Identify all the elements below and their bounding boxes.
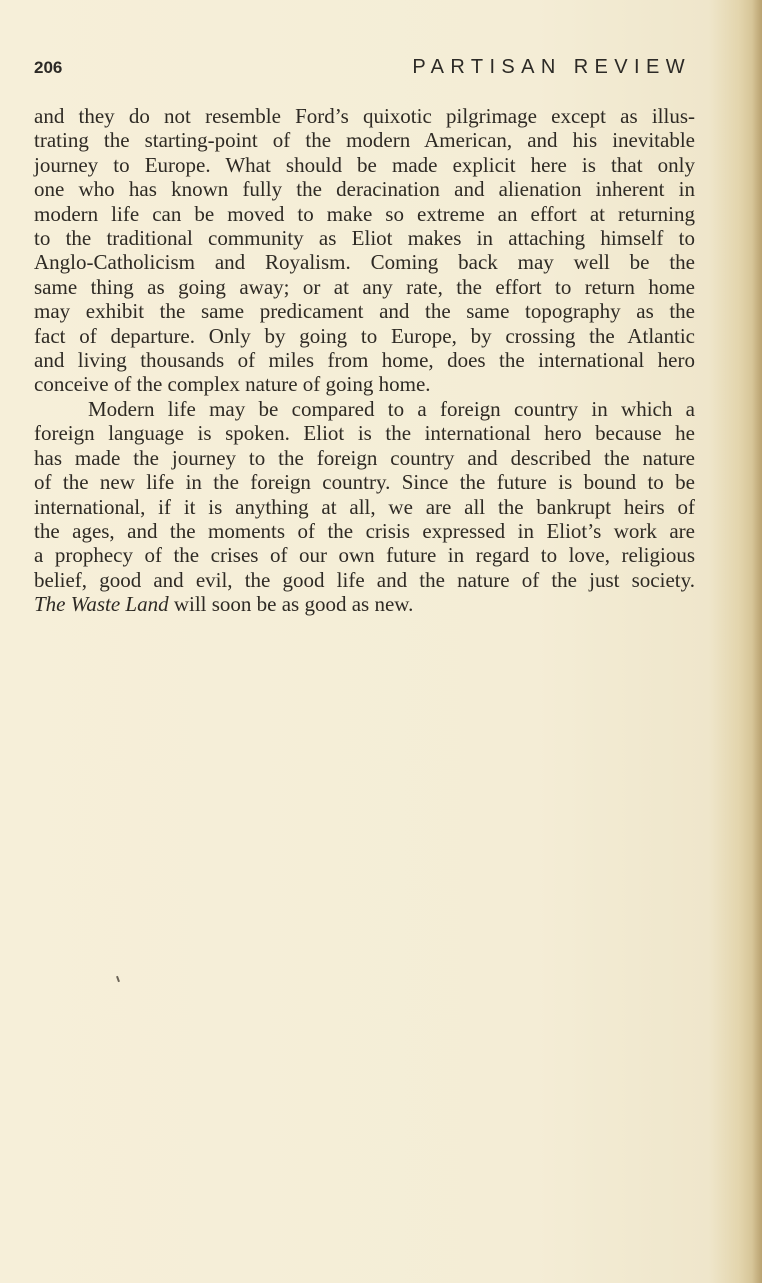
text-line: trating the starting-point of the modern American, and his inevitable (34, 128, 695, 153)
text-line: and they do not resemble Ford’s quixotic pilgrimage except as illus- (34, 104, 695, 128)
text-line: may exhibit the same predicament and the same topography as the (34, 299, 695, 324)
text-line: belief, good and evil, the good life and the nature of the just society. (34, 567, 695, 592)
text-line: to the traditional community as Eliot makes in attaching himself to (34, 226, 695, 251)
final-line-rest: will soon be as good as new. (168, 592, 414, 617)
page-edge-shadow (752, 0, 762, 1283)
text-line: one who has known fully the deracination and alienation inherent in (34, 177, 695, 202)
final-line (34, 592, 695, 616)
text-line: foreign language is spoken. Eliot is the international hero because he (34, 421, 695, 446)
text-line: same thing as going away; or at any rate, the effort to return home (34, 274, 695, 299)
body-text (34, 104, 695, 617)
text-line: the ages, and the moments of the crisis expressed in Eliot’s work are (34, 518, 695, 543)
text-line: fact of departure. Only by going to Europe, by crossing the Atlantic (34, 323, 695, 348)
text-line: conceive of the complex nature of going home. (34, 372, 431, 397)
text-line: of the new life in the foreign country. Since the future is bound to be (34, 470, 695, 495)
text-line: has made the journey to the foreign country and described the nature (34, 445, 695, 470)
page-number: 206 (34, 58, 63, 77)
text-line: international, if it is anything at all, we are all the bankrupt heirs of (34, 494, 695, 519)
print-speck (116, 976, 120, 982)
book-title: The Waste Land (34, 592, 169, 617)
text-line: modern life can be moved to make so extreme an effort at returning (34, 201, 695, 226)
paragraph-2 (34, 397, 695, 617)
text-line: and living thousands of miles from home, does the international hero (34, 348, 695, 373)
paragraph-1 (34, 104, 695, 397)
running-head: PARTISAN REVIEW (412, 56, 691, 78)
text-line: Modern life may be compared to a foreign country in which a (88, 396, 695, 421)
text-line: journey to Europe. What should be made explicit here is that only (34, 152, 695, 177)
text-line: Anglo-Catholicism and Royalism. Coming back may well be the (34, 250, 695, 275)
text-line: a prophecy of the crises of our own future in regard to love, religious (34, 543, 695, 568)
